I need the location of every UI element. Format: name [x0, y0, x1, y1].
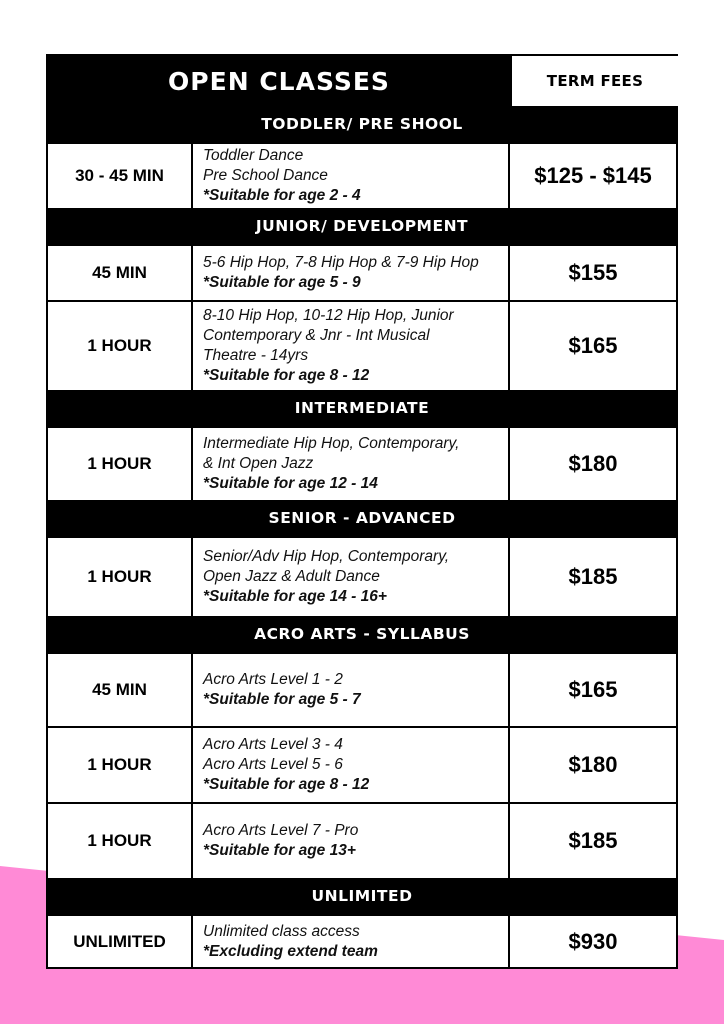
table-row: [48, 142, 676, 208]
class-line: Intermediate Hip Hop, Contemporary,: [203, 435, 460, 452]
class-line: Pre School Dance: [203, 167, 328, 184]
duration-cell: 1 HOUR: [48, 428, 193, 500]
fee-cell: $185: [568, 564, 618, 589]
duration-cell: 45 MIN: [48, 246, 193, 300]
class-line: Acro Arts Level 3 - 4: [203, 736, 343, 753]
age-note: *Suitable for age 2 - 4: [203, 187, 361, 204]
class-line: Open Jazz & Adult Dance: [203, 568, 380, 585]
class-description-cell: [193, 728, 510, 802]
section-header-toddler: TODDLER/ PRE SHOOL: [48, 106, 676, 142]
duration-cell: UNLIMITED: [48, 916, 193, 967]
age-note: *Excluding extend team: [203, 942, 378, 960]
table-row: [48, 802, 676, 878]
fee-cell: $185: [568, 828, 618, 853]
age-note: *Suitable for age 13+: [203, 842, 356, 859]
duration-cell: 1 HOUR: [48, 804, 193, 878]
section-header-senior: SENIOR - ADVANCED: [48, 500, 676, 536]
class-line: & Int Open Jazz: [203, 455, 314, 472]
age-note: *Suitable for age 5 - 7: [203, 691, 361, 708]
class-line: Contemporary & Jnr - Int Musical: [203, 327, 430, 344]
class-line: Acro Arts Level 5 - 6: [203, 756, 343, 773]
class-description-cell: [193, 538, 510, 616]
section-header-acro: ACRO ARTS - SYLLABUS: [48, 616, 676, 652]
fee-cell: $155: [568, 260, 618, 285]
table-title: OPEN CLASSES: [48, 56, 510, 106]
table-row: [48, 652, 676, 726]
class-description-cell: [193, 654, 510, 726]
fee-cell: $930: [568, 928, 618, 954]
table-row: [48, 536, 676, 616]
class-description-cell: [193, 428, 510, 500]
duration-cell: 1 HOUR: [48, 302, 193, 390]
class-description-cell: [193, 916, 510, 967]
class-line: Acro Arts Level 1 - 2: [203, 671, 343, 688]
class-description-cell: [193, 804, 510, 878]
duration-cell: 1 HOUR: [48, 538, 193, 616]
class-description-cell: [193, 246, 510, 300]
table-row: [48, 726, 676, 802]
class-line: Unlimited class access: [203, 922, 360, 940]
duration-cell: 45 MIN: [48, 654, 193, 726]
fee-cell: $180: [568, 451, 618, 476]
duration-cell: 1 HOUR: [48, 728, 193, 802]
age-note: *Suitable for age 12 - 14: [203, 475, 378, 492]
section-header-junior: JUNIOR/ DEVELOPMENT: [48, 208, 676, 244]
class-line: 8-10 Hip Hop, 10-12 Hip Hop, Junior: [203, 307, 454, 324]
age-note: *Suitable for age 14 - 16+: [203, 588, 387, 605]
class-fees-table: [46, 54, 678, 969]
table-row: [48, 914, 676, 967]
class-line: Toddler Dance: [203, 147, 304, 164]
section-header-intermediate: INTERMEDIATE: [48, 390, 676, 426]
table-row: [48, 244, 676, 300]
class-line: 5-6 Hip Hop, 7-8 Hip Hop & 7-9 Hip Hop: [203, 254, 479, 271]
class-line: Theatre - 14yrs: [203, 347, 309, 364]
table-row: [48, 426, 676, 500]
age-note: *Suitable for age 5 - 9: [203, 274, 361, 291]
age-note: *Suitable for age 8 - 12: [203, 367, 370, 384]
duration-cell: 30 - 45 MIN: [48, 144, 193, 208]
fee-cell: $125 - $145: [534, 163, 652, 188]
age-note: *Suitable for age 8 - 12: [203, 776, 370, 793]
class-line: Senior/Adv Hip Hop, Contemporary,: [203, 548, 450, 565]
fee-cell: $165: [568, 333, 618, 358]
fee-cell: $180: [568, 752, 618, 777]
term-fees-label: TERM FEES: [510, 56, 678, 106]
section-header-unlimited: UNLIMITED: [48, 878, 676, 914]
class-description-cell: [193, 144, 510, 208]
class-description-cell: [193, 302, 510, 390]
table-row: [48, 300, 676, 390]
class-line: Acro Arts Level 7 - Pro: [203, 822, 359, 839]
fee-cell: $165: [568, 677, 618, 702]
